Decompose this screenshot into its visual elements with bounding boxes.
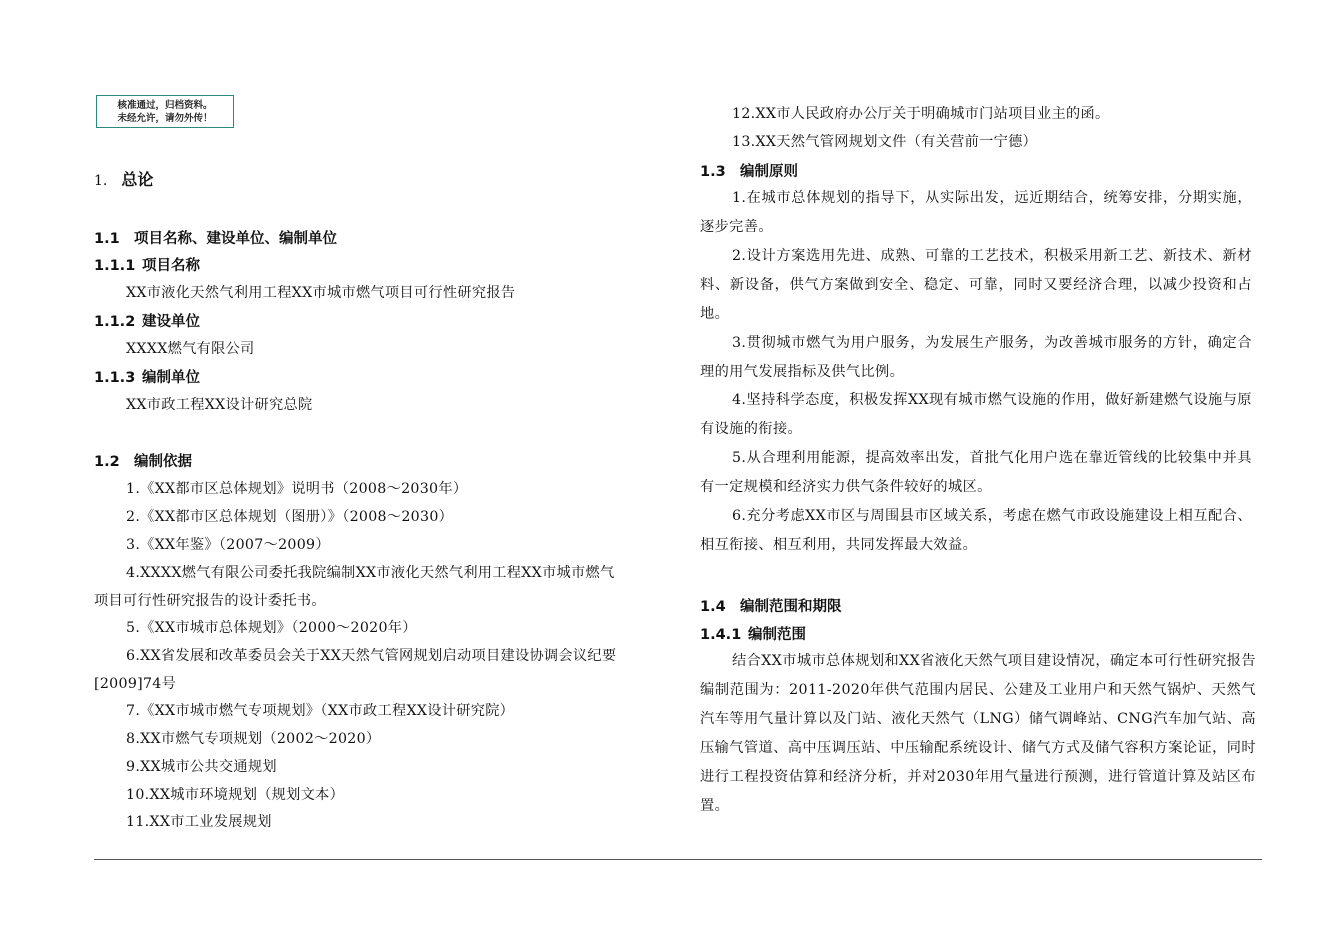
page-bottom-rule [94,859,1262,860]
section-heading-1-4: 1.4 编制范围和期限 [700,599,842,615]
chapter-number: 1. [94,173,108,189]
section-heading-1-2: 1.2 编制依据 [94,454,192,470]
basis-item: 12.XX市人民政府办公厅关于明确城市门站项目业主的函。 [732,106,1110,122]
principle-paragraph: 6.充分考虑XX市区与周围县市区域关系，考虑在燃气市政设施建设上相互配合、相互衔接、相互利用，共同发挥最大效益。 [700,508,1252,553]
basis-item: 1.《XX都市区总体规划》说明书（2008～2030年） [126,481,468,497]
principle-paragraph: 4.坚持科学态度，积极发挥XX现有城市燃气设施的作用，做好新建燃气设施与原有设施的衔接。 [700,392,1252,437]
subsection-heading-1-1-2: 1.1.2 建设单位 [94,314,200,330]
project-name-text: XX市液化天然气利用工程XX市城市燃气项目可行性研究报告 [126,285,516,301]
subsection-heading-1-1-1: 1.1.1 项目名称 [94,258,200,274]
basis-item-continuation: [2009]74号 [94,676,177,692]
basis-item: 11.XX市工业发展规划 [126,814,272,830]
subsection-heading-1-1-3: 1.1.3 编制单位 [94,370,200,386]
principle-paragraph: 2.设计方案选用先进、成熟、可靠的工艺技术，积极采用新工艺、新技术、新材料、新设备，供气方案做到安全、稳定、可靠，同时又要经济合理，以减少投资和占地。 [700,248,1252,322]
chapter-heading [94,167,153,190]
basis-item: 10.XX城市环境规划（规划文本） [126,787,345,803]
basis-item: 5.《XX市城市总体规划》（2000～2020年） [126,620,417,636]
compiling-unit-text: XX市政工程XX设计研究总院 [126,397,313,413]
subsection-heading-1-4-1: 1.4.1 编制范围 [700,627,806,643]
notice-line-1: 核准通过，归档资料。 [117,100,213,111]
principle-paragraph: 5.从合理利用能源，提高效率出发，首批气化用户选在靠近管线的比较集中并具有一定规模和经济实力供气条件较好的城区。 [700,450,1252,495]
basis-item: 3.《XX年鉴》（2007～2009） [126,537,330,553]
section-heading-1-3: 1.3 编制原则 [700,164,798,180]
construction-unit-text: XXXX燃气有限公司 [126,341,255,357]
principle-paragraph: 1.在城市总体规划的指导下，从实际出发，远近期结合，统筹安排，分期实施，逐步完善。 [700,190,1252,235]
basis-item: 8.XX市燃气专项规划（2002～2020） [126,731,381,747]
basis-item: 4.XXXX燃气有限公司委托我院编制XX市液化天然气利用工程XX市城市燃气 [126,565,615,581]
principle-paragraph: 3.贯彻城市燃气为用户服务，为发展生产服务，为改善城市服务的方针，确定合理的用气发展指标及供气比例。 [700,335,1252,380]
basis-item: 6.XX省发展和改革委员会关于XX天然气管网规划启动项目建设协调会议纪要 [126,648,617,664]
confidential-notice-box [96,95,234,128]
basis-item: 7.《XX市城市燃气专项规划》（XX市政工程XX设计研究院） [126,703,515,719]
scope-paragraph: 结合XX市城市总体规划和XX省液化天然气项目建设情况，确定本可行性研究报告编制范围为：2011-2020年供气范围内居民、公建及工业用户和天然气锅炉、天然气汽车等用气量计算以及门站、液化天然气（LNG）储气调峰站、CNG汽车加气站、高压输气管道、高中压调压站、中压输配系统设计、储气方式及储气容积方案论证，同时进行工程投资估算和经济分析，并对2030年用气量进行预测，进行管道计算及站区布置。 [700,653,1256,814]
basis-item: 9.XX城市公共交通规划 [126,759,277,775]
basis-item: 2.《XX都市区总体规划（图册）》（2008～2030） [126,509,454,525]
basis-item-continuation: 项目可行性研究报告的设计委托书。 [94,593,326,609]
chapter-title: 总论 [121,170,154,189]
section-heading-1-1: 1.1 项目名称、建设单位、编制单位 [94,231,337,247]
basis-item: 13.XX天然气管网规划文件（有关营前一宁德） [732,134,1038,150]
notice-line-2: 未经允许，请勿外传！ [117,113,213,124]
